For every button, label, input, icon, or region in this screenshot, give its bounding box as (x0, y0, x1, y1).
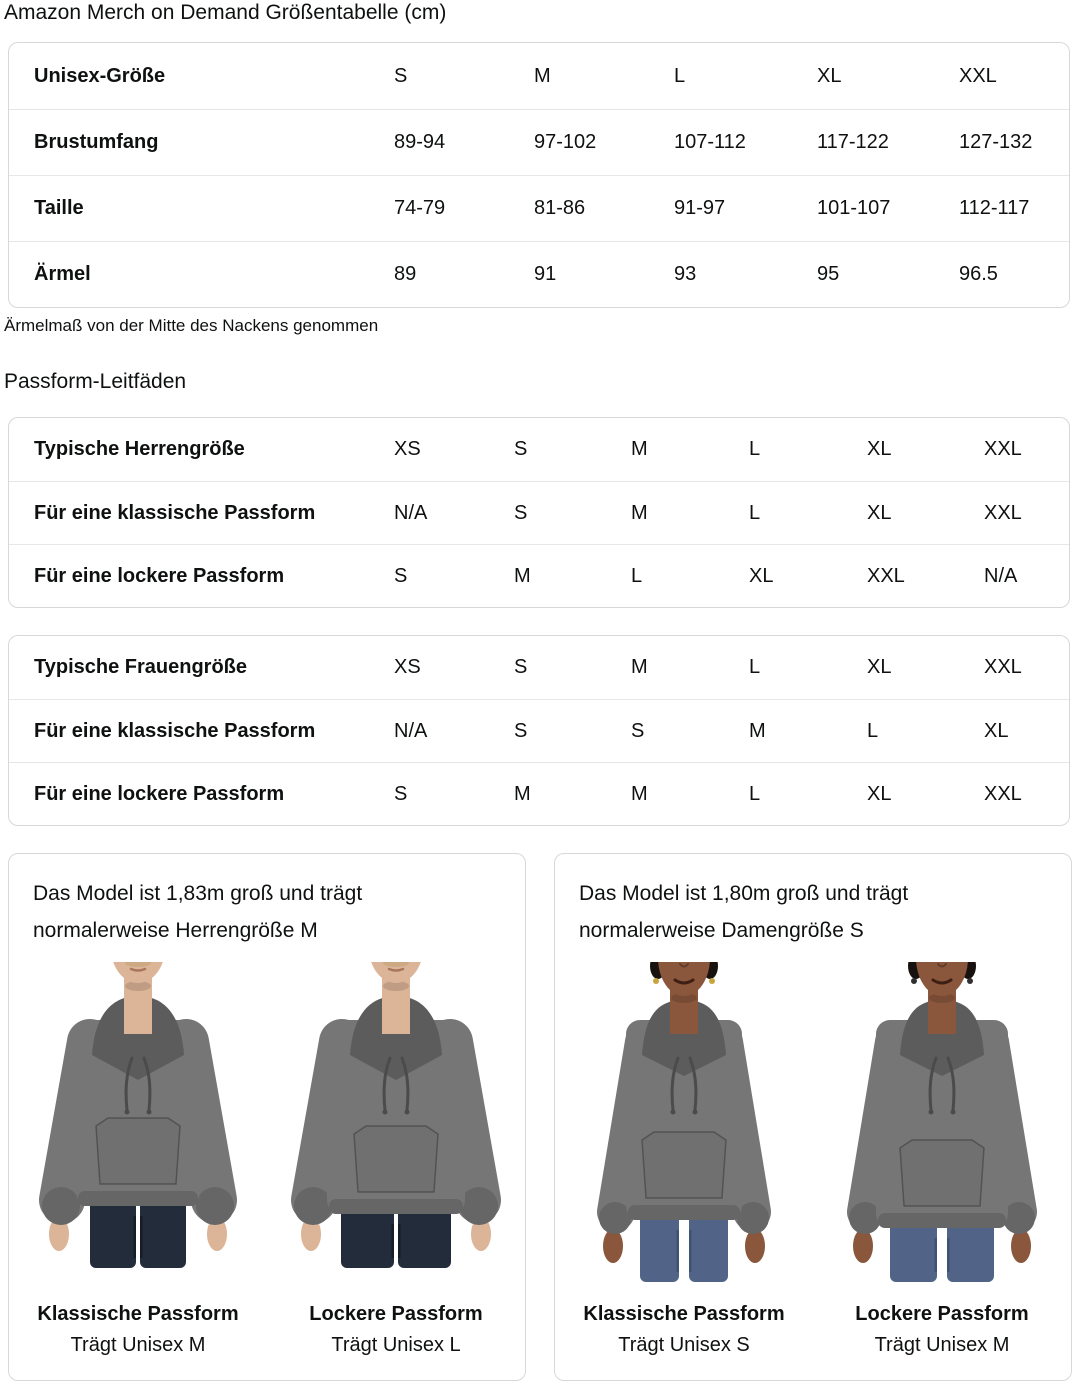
cell: XXL (984, 438, 1022, 460)
table-header-row (9, 43, 1069, 109)
cell: 112-117 (959, 197, 1030, 219)
table-row (9, 241, 1069, 307)
sleeve-measurement-note: Ärmelmaß von der Mitte des Nackens genommen (4, 316, 379, 335)
row-label: Unisex-Größe (34, 64, 166, 87)
cell: M (631, 782, 648, 805)
model-figure (267, 962, 525, 1357)
cell: S (514, 719, 528, 742)
table-row (9, 109, 1069, 175)
cell: L (749, 782, 761, 805)
womens-fit-table (8, 635, 1070, 826)
cell: L (867, 719, 879, 742)
model-photo (23, 962, 253, 1292)
cell: S (514, 656, 528, 678)
model-figure (555, 962, 813, 1357)
row-label: Ärmel (34, 263, 91, 285)
table-row (9, 636, 1069, 699)
row-label: Taille (34, 197, 84, 219)
fit-label: Lockere Passform (309, 1303, 483, 1325)
fit-guides-heading: Passform-Leitfäden (4, 370, 187, 393)
fit-label: Klassische Passform (37, 1303, 239, 1325)
fit-label: Klassische Passform (583, 1303, 785, 1325)
cell: S (394, 782, 408, 805)
figure-row (9, 962, 525, 1357)
cell: S (514, 501, 528, 524)
fit-size-label: Trägt Unisex S (618, 1334, 750, 1356)
fit-size-label: Trägt Unisex M (70, 1334, 206, 1356)
row-label: Typische Herrengröße (34, 438, 245, 460)
table-row (9, 418, 1069, 481)
cell: M (631, 656, 648, 678)
cell: XXL (867, 564, 905, 587)
cell: L (749, 656, 761, 678)
model-photo (827, 962, 1057, 1292)
cell: N/A (984, 564, 1018, 587)
cell: 91 (534, 263, 557, 285)
row-label: Brustumfang (34, 131, 159, 153)
cell: XL (867, 501, 892, 524)
cell: L (631, 564, 643, 587)
fit-size-label: Trägt Unisex L (331, 1334, 461, 1356)
model-photo (281, 962, 511, 1292)
row-label: Für eine lockere Passform (34, 782, 285, 805)
cell: 117-122 (817, 131, 889, 153)
row-label: Für eine klassische Passform (34, 719, 316, 742)
col-header: M (534, 64, 551, 87)
cell: 101-107 (817, 197, 891, 219)
cell: XXL (984, 501, 1022, 524)
cell: XL (867, 782, 892, 805)
cell: S (514, 438, 528, 460)
cell: M (631, 501, 648, 524)
mens-fit-table (8, 417, 1070, 608)
cell: S (631, 719, 645, 742)
cell: 74-79 (394, 197, 446, 219)
col-header: XXL (959, 64, 997, 87)
row-label: Typische Frauengröße (34, 656, 248, 678)
cell: 81-86 (534, 197, 586, 219)
model-figure (9, 962, 267, 1357)
table-row (9, 544, 1069, 607)
cell: N/A (394, 501, 428, 524)
cell: 127-132 (959, 131, 1033, 153)
cell: L (749, 501, 761, 524)
cell: 91-97 (674, 197, 726, 219)
cell: M (514, 564, 531, 587)
table-row (9, 175, 1069, 241)
cell: N/A (394, 719, 428, 742)
page-title: Amazon Merch on Demand Größentabelle (cm) (4, 1, 447, 24)
cell: XXL (984, 782, 1022, 805)
cell: 89 (394, 263, 417, 285)
cell: XS (394, 438, 421, 460)
row-label: Für eine klassische Passform (34, 501, 316, 524)
fit-label: Lockere Passform (855, 1303, 1029, 1325)
cell: 95 (817, 263, 840, 285)
table-row (9, 762, 1069, 825)
cell: 107-112 (674, 131, 746, 153)
cell: 96.5 (959, 263, 998, 285)
cell: XL (984, 719, 1009, 742)
cell: XL (867, 656, 892, 678)
model-description: Das Model ist 1,80m groß und trägt normalerweise Damengröße S (579, 882, 909, 942)
cell: L (749, 438, 761, 460)
col-header: S (394, 64, 408, 87)
figure-row (555, 962, 1071, 1357)
col-header: L (674, 64, 686, 87)
model-figure (813, 962, 1071, 1357)
mens-model-card (8, 853, 526, 1381)
col-header: XL (817, 64, 842, 87)
table-row (9, 481, 1069, 544)
model-description: Das Model ist 1,83m groß und trägt normalerweise Herrengröße M (33, 882, 363, 942)
cell: XXL (984, 656, 1022, 678)
unisex-size-table (8, 42, 1070, 308)
cell: M (749, 719, 766, 742)
cell: 97-102 (534, 131, 597, 153)
cell: S (394, 564, 408, 587)
model-photo (569, 962, 799, 1292)
cell: 93 (674, 263, 697, 285)
cell: M (514, 782, 531, 805)
cell: 89-94 (394, 131, 446, 153)
table-row (9, 699, 1069, 762)
cell: XL (867, 438, 892, 460)
womens-model-card (554, 853, 1072, 1381)
cell: XS (394, 656, 421, 678)
row-label: Für eine lockere Passform (34, 564, 285, 587)
model-cards (8, 853, 1072, 1381)
cell: XL (749, 564, 774, 587)
fit-size-label: Trägt Unisex M (874, 1334, 1010, 1356)
cell: M (631, 438, 648, 460)
